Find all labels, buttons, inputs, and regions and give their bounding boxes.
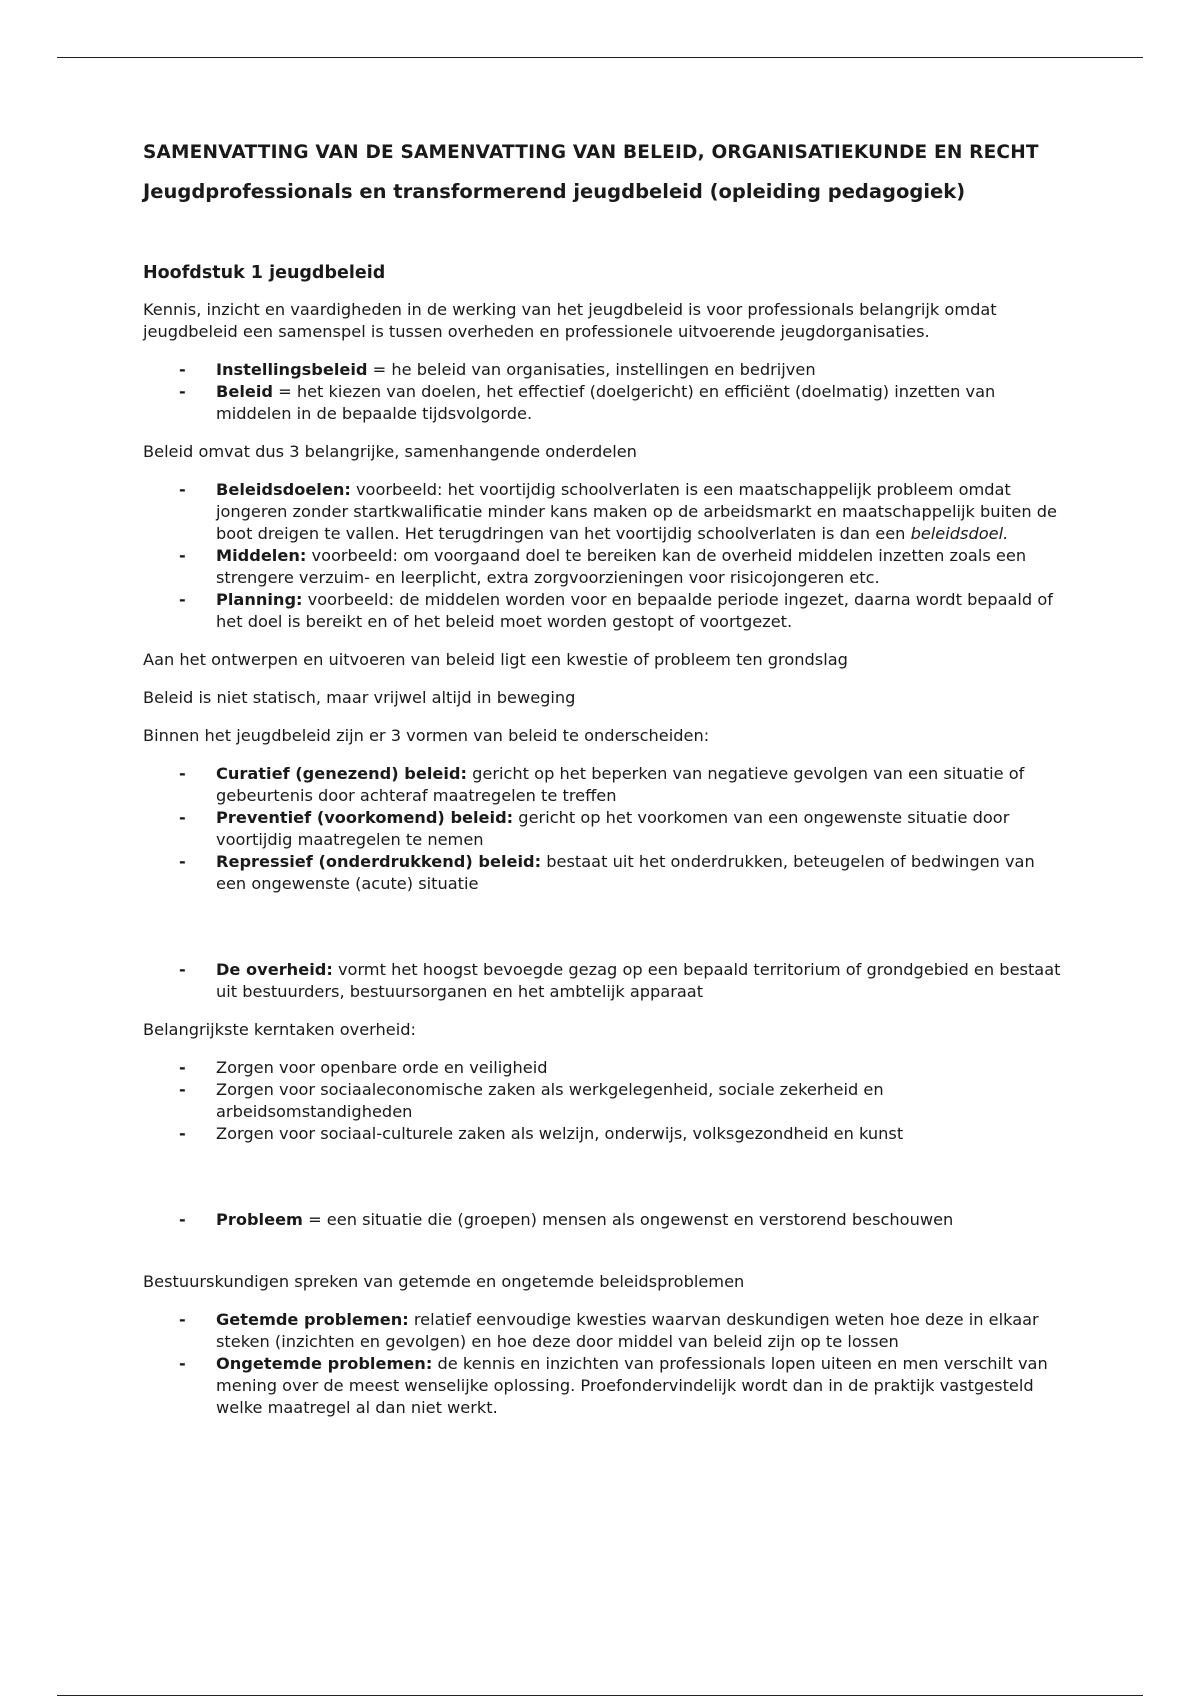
list-item: - Zorgen voor sociaaleconomische zaken als werkgelegenheid, sociale zekerheid en arbeidsomstandigheden <box>179 1080 884 1121</box>
list-item: - De overheid: vormt het hoogst bevoegde gezag op een bepaald territorium of grondgebied en bestaat uit bestuurders, bestuursorganen en het ambtelijk apparaat <box>179 960 1061 1001</box>
term: Curatief (genezend) beleid: <box>216 764 467 783</box>
list-item: - Probleem = een situatie die (groepen) mensen als ongewenst en verstorend beschouwen <box>179 1210 954 1229</box>
list-item: - Zorgen voor openbare orde en veiligheid <box>179 1058 548 1077</box>
term: Beleidsdoelen: <box>216 480 351 499</box>
chapter-heading: Hoofdstuk 1 jeugdbeleid <box>143 263 386 283</box>
list-item: - Curatief (genezend) beleid: gericht op het beperken van negatieve gevolgen van een situatie of gebeurtenis door achteraf maatregelen te treffen <box>179 764 1025 805</box>
term: Beleid <box>216 382 273 401</box>
paragraph: Beleid omvat dus 3 belangrijke, samenhangende onderdelen <box>143 442 637 461</box>
spacer <box>143 911 1063 959</box>
spacer <box>143 1161 1063 1209</box>
bottom-rule <box>57 1695 1143 1696</box>
paragraph: Aan het ontwerpen en uitvoeren van beleid ligt een kwestie of probleem ten grondslag <box>143 650 848 669</box>
intro-paragraph: Kennis, inzicht en vaardigheden in de werking van het jeugdbeleid is voor professionals belangrijk omdat jeugdbeleid een samenspel is tussen overheden en professionele uitvoerende jeugdorganisaties. <box>143 300 997 341</box>
list-item: - Planning: voorbeeld: de middelen worden voor en bepaalde periode ingezet, daarna wordt bepaald of het doel is bereikt en of het beleid moet worden gestopt of voortgezet. <box>179 590 1053 631</box>
list-item: - Instellingsbeleid = he beleid van organisaties, instellingen en bedrijven <box>179 360 816 379</box>
paragraph: Belangrijkste kerntaken overheid: <box>143 1020 416 1039</box>
top-rule <box>57 57 1143 58</box>
term: Ongetemde problemen: <box>216 1354 433 1373</box>
government-list <box>143 959 1063 1003</box>
list-item: - Beleid = het kiezen van doelen, het effectief (doelgericht) en efficiënt (doelmatig) inzetten van middelen in de bepaalde tijdsvolgorde. <box>179 382 996 423</box>
list-item: - Repressief (onderdrukkend) beleid: bestaat uit het onderdrukken, beteugelen of bedwingen van een ongewenste (acute) situatie <box>179 852 1035 893</box>
document-title: SAMENVATTING VAN DE SAMENVATTING VAN BELEID, ORGANISATIEKUNDE EN RECHT <box>143 142 1039 163</box>
problem-list <box>143 1209 1063 1231</box>
policy-forms-list <box>143 763 1063 895</box>
term: Middelen: <box>216 546 307 565</box>
paragraph: Bestuurskundigen spreken van getemde en ongetemde beleidsproblemen <box>143 1272 745 1291</box>
list-item: - Ongetemde problemen: de kennis en inzichten van professionals lopen uiteen en men verschilt van mening over de meest wenselijke oplossing. Proefondervindelijk wordt dan in de praktijk vastgesteld welke maatregel al dan niet werkt. <box>179 1354 1048 1417</box>
list-item: - Middelen: voorbeeld: om voorgaand doel te bereiken kan de overheid middelen inzetten zoals een strengere verzuim- en leerplicht, extra zorgvoorzieningen voor risicojongeren etc. <box>179 546 1027 587</box>
components-list <box>143 479 1063 633</box>
term: Getemde problemen: <box>216 1310 409 1329</box>
definitions-list <box>143 359 1063 425</box>
spacer <box>143 1247 1063 1271</box>
term: Preventief (voorkomend) beleid: <box>216 808 514 827</box>
list-item: - Preventief (voorkomend) beleid: gericht op het voorkomen van een ongewenste situatie door voortijdig maatregelen te nemen <box>179 808 1010 849</box>
paragraph: Beleid is niet statisch, maar vrijwel altijd in beweging <box>143 688 576 707</box>
problem-types-list <box>143 1309 1063 1419</box>
list-item: - Beleidsdoelen: voorbeeld: het voortijdig schoolverlaten is een maatschappelijk probleem omdat jongeren zonder startkwalificatie minder kans maken op de arbeidsmarkt en maatschappelijk buiten de boot dreigen te vallen. Het terugdringen van het voortijdig schoolverlaten is dan een beleidsdoel. <box>179 480 1057 543</box>
list-item: - Getemde problemen: relatief eenvoudige kwesties waarvan deskundigen weten hoe deze in elkaar steken (inzichten en gevolgen) en hoe deze door middel van beleid zijn op te lossen <box>179 1310 1039 1351</box>
core-tasks-list <box>143 1057 1063 1145</box>
term: Instellingsbeleid <box>216 360 368 379</box>
list-item: - Zorgen voor sociaal-culturele zaken als welzijn, onderwijs, volksgezondheid en kunst <box>179 1124 904 1143</box>
term: Planning: <box>216 590 303 609</box>
document-subtitle: Jeugdprofessionals en transformerend jeugdbeleid (opleiding pedagogiek) <box>143 180 966 203</box>
document-body <box>143 141 1063 1435</box>
term: De overheid: <box>216 960 333 979</box>
term: Probleem <box>216 1210 303 1229</box>
paragraph: Binnen het jeugdbeleid zijn er 3 vormen van beleid te onderscheiden: <box>143 726 710 745</box>
term: Repressief (onderdrukkend) beleid: <box>216 852 542 871</box>
